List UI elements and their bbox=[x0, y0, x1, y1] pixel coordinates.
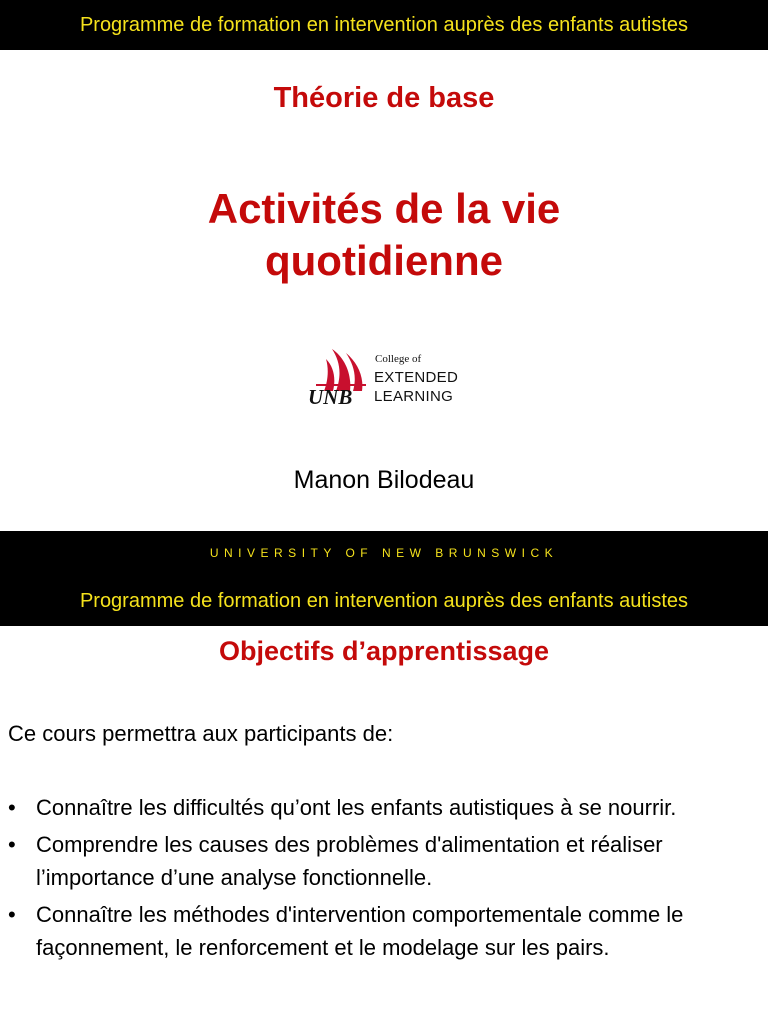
list-item-text: Comprendre les causes des problèmes d'alimentation et réaliser l’importance d’une analyse fonctionnelle. bbox=[36, 832, 663, 890]
slide-title-line-1: Activités de la vie bbox=[207, 185, 561, 232]
slide-title-line-2: quotidienne bbox=[265, 237, 503, 284]
slide-title: Objectifs d’apprentissage bbox=[218, 636, 550, 666]
objectives-list bbox=[8, 791, 763, 968]
unb-college-logo bbox=[306, 345, 486, 413]
bullet-icon: • bbox=[8, 832, 16, 857]
list-item-text: Connaître les difficultés qu’ont les enfants autistiques à se nourrir. bbox=[36, 795, 677, 820]
author-name: Manon Bilodeau bbox=[293, 466, 475, 494]
list-item bbox=[8, 791, 763, 824]
objectives-slide bbox=[0, 576, 768, 1024]
list-item bbox=[8, 828, 763, 894]
slide-title bbox=[0, 183, 768, 287]
program-header: Programme de formation en intervention auprès des enfants autistes bbox=[0, 0, 768, 50]
program-header: Programme de formation en intervention auprès des enfants autistes bbox=[0, 576, 768, 626]
intro-text: Ce cours permettra aux participants de: bbox=[8, 721, 394, 746]
logo-extended-text: EXTENDED bbox=[374, 369, 459, 386]
logo-college-text: College of bbox=[375, 353, 422, 365]
university-footer: UNIVERSITY OF NEW BRUNSWICK bbox=[0, 531, 768, 576]
logo-learning-text: LEARNING bbox=[374, 388, 454, 405]
bullet-icon: • bbox=[8, 902, 16, 927]
bullet-icon: • bbox=[8, 795, 16, 820]
slide-subtitle: Théorie de base bbox=[273, 82, 495, 114]
list-item bbox=[8, 898, 763, 964]
unb-wordmark: UNB bbox=[308, 385, 353, 409]
list-item-text: Connaître les méthodes d'intervention comportementale comme le façonnement, le renforcement et le modelage sur les pairs. bbox=[36, 902, 684, 960]
